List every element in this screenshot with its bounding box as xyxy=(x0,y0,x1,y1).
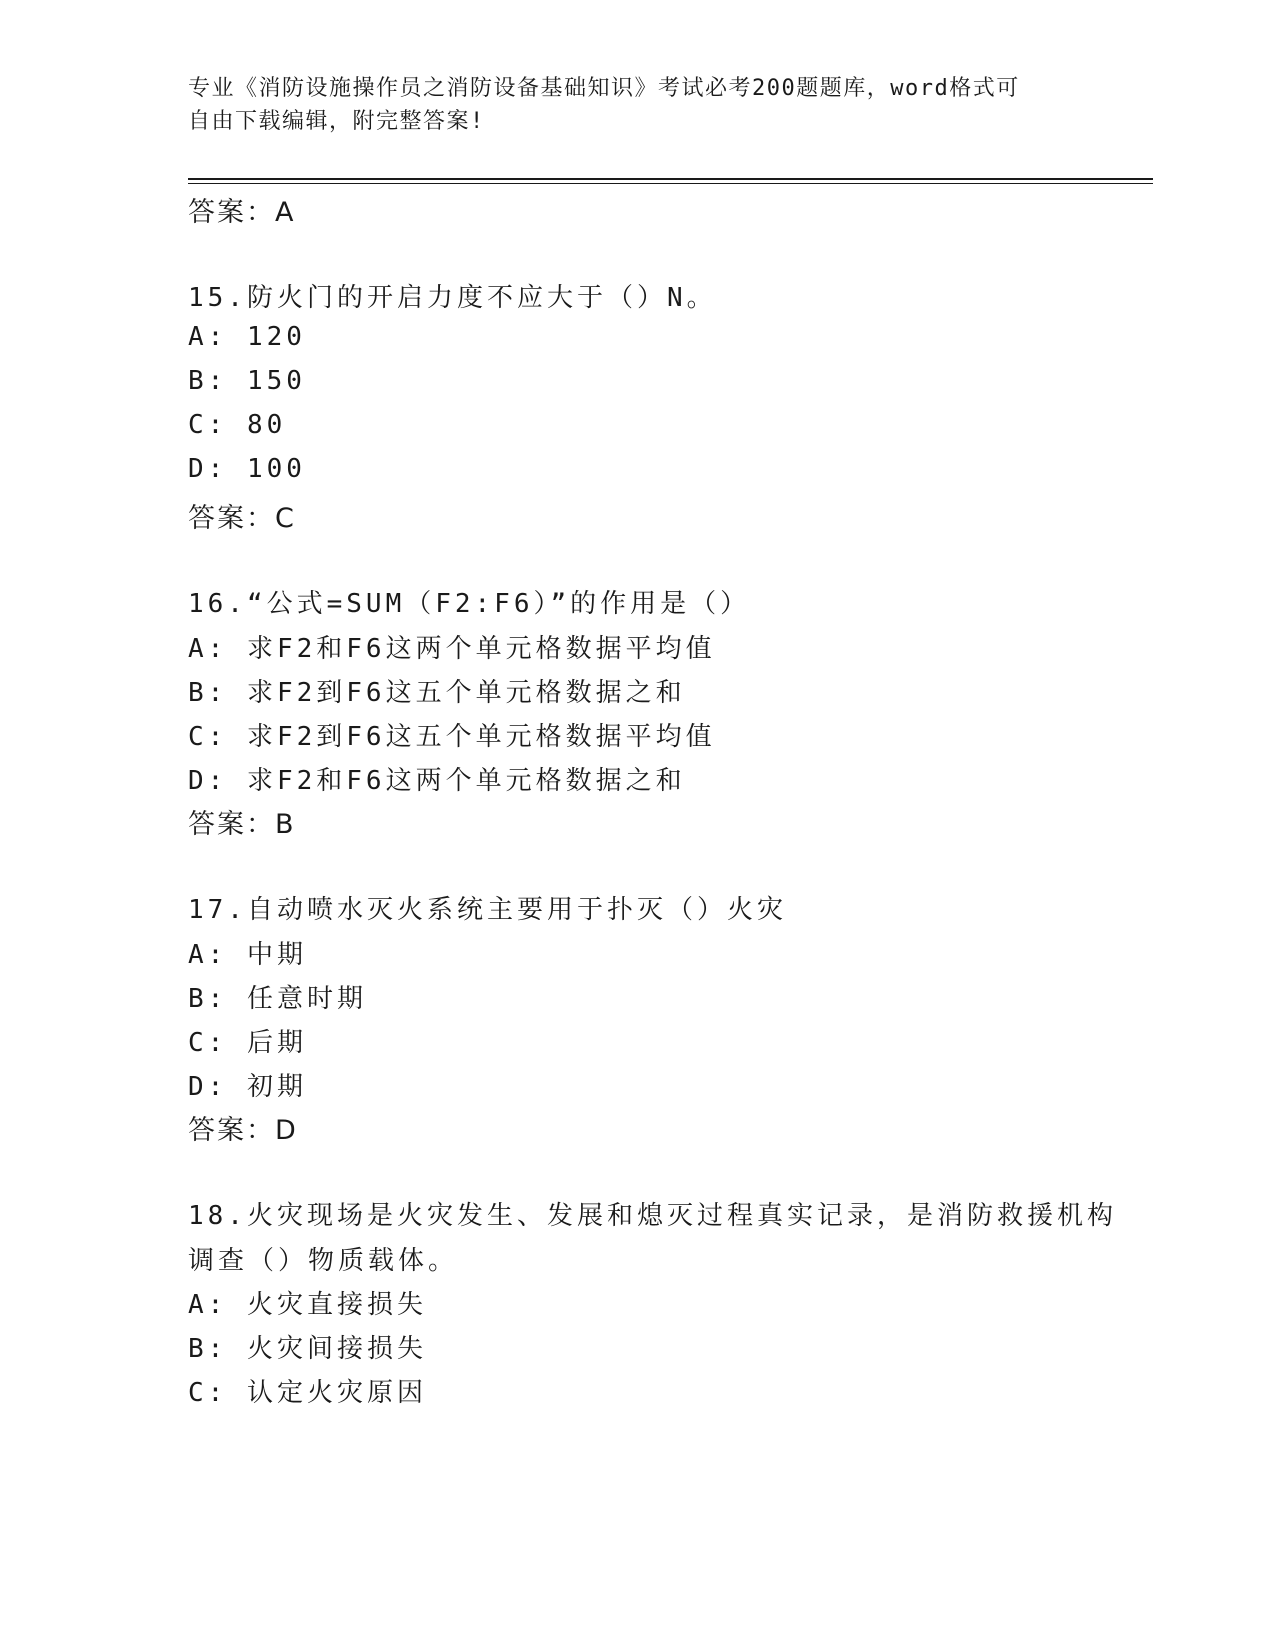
option-c: C: 认定火灾原因 xyxy=(188,1378,427,1408)
option-a: A: 中期 xyxy=(188,940,307,970)
option-b: B: 150 xyxy=(188,366,306,396)
answer-line: 答案：C xyxy=(188,503,296,534)
option-d: D: 求F2和F6这两个单元格数据之和 xyxy=(188,766,686,796)
option-a: A: 火灾直接损失 xyxy=(188,1290,427,1320)
answer-line: 答案：D xyxy=(188,1115,298,1146)
question-stem-line-2: 调查（）物质载体。 xyxy=(188,1246,459,1276)
header-line-2: 自由下载编辑，附完整答案! xyxy=(188,109,485,134)
option-d: D: 初期 xyxy=(188,1072,307,1102)
option-b: B: 任意时期 xyxy=(188,984,367,1014)
option-c: C: 后期 xyxy=(188,1028,307,1058)
option-c: C: 求F2到F6这五个单元格数据平均值 xyxy=(188,722,716,752)
header-rule-thick xyxy=(188,178,1153,180)
option-a: A: 120 xyxy=(188,322,306,352)
header-rule-thin xyxy=(188,183,1153,184)
answer-line: 答案：A xyxy=(188,197,296,228)
option-b: B: 求F2到F6这五个单元格数据之和 xyxy=(188,678,686,708)
question-stem: 17.自动喷水灭火系统主要用于扑灭（）火灾 xyxy=(188,895,787,925)
question-stem: 15.防火门的开启力度不应大于（）N。 xyxy=(188,283,717,313)
header-line-1: 专业《消防设施操作员之消防设备基础知识》考试必考200题题库，word格式可 xyxy=(188,76,1020,101)
option-c: C: 80 xyxy=(188,410,287,440)
question-stem: 16.“公式=SUM（F2:F6）”的作用是（） xyxy=(188,589,751,619)
option-b: B: 火灾间接损失 xyxy=(188,1334,427,1364)
option-d: D: 100 xyxy=(188,454,306,484)
question-stem-line-1: 18.火灾现场是火灾发生、发展和熄灭过程真实记录，是消防救援机构 xyxy=(188,1201,1117,1231)
answer-line: 答案：B xyxy=(188,809,296,840)
option-a: A: 求F2和F6这两个单元格数据平均值 xyxy=(188,634,716,664)
document-header xyxy=(188,72,1088,138)
